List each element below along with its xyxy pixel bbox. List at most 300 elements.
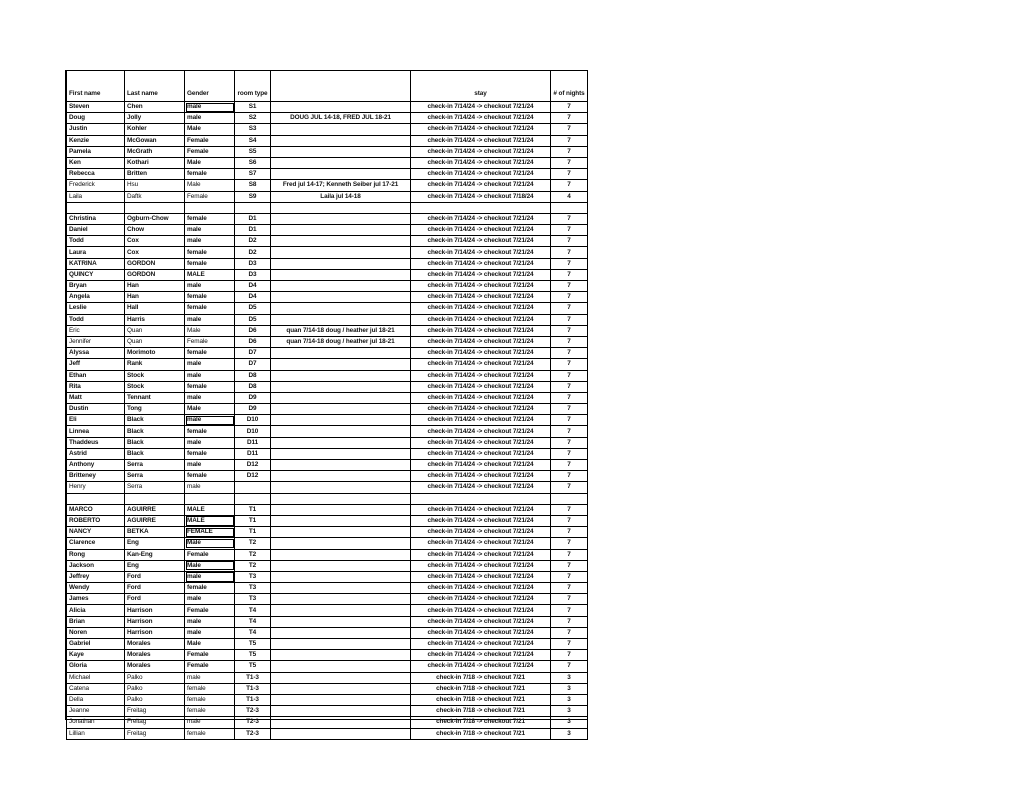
note-cell xyxy=(271,616,411,627)
nights-cell: 7 xyxy=(551,460,588,471)
last-name-cell: Black xyxy=(125,448,185,459)
gender-cell: MALE xyxy=(185,504,235,515)
last-name-cell: Palko xyxy=(125,683,185,694)
note-cell xyxy=(271,538,411,549)
nights-cell: 7 xyxy=(551,348,588,359)
room-type-cell: D10 xyxy=(235,415,271,426)
first-name-cell: Leslie xyxy=(67,303,125,314)
gender-cell: male xyxy=(185,225,235,236)
nights-cell: 3 xyxy=(551,728,588,739)
first-name-cell: Gloria xyxy=(67,661,125,672)
note-cell xyxy=(271,135,411,146)
header-gender: Gender xyxy=(185,71,235,102)
nights-cell: 7 xyxy=(551,303,588,314)
first-name-cell: Angela xyxy=(67,292,125,303)
note-cell xyxy=(271,415,411,426)
nights-cell: 3 xyxy=(551,694,588,705)
last-name-cell: Quan xyxy=(125,336,185,347)
room-type-cell: T2 xyxy=(235,560,271,571)
last-name-cell: Freitag xyxy=(125,717,185,728)
last-name-cell: Black xyxy=(125,437,185,448)
nights-cell: 7 xyxy=(551,169,588,180)
last-name-cell: Han xyxy=(125,281,185,292)
gender-cell: male xyxy=(185,370,235,381)
stay-cell: check-in 7/18 -> checkout 7/21 xyxy=(411,672,551,683)
note-cell xyxy=(271,247,411,258)
table-row xyxy=(67,728,588,739)
header-first-name: First name xyxy=(67,71,125,102)
last-name-cell: Serra xyxy=(125,482,185,493)
gender-cell: female xyxy=(185,292,235,303)
first-name-cell: Jonathan xyxy=(67,717,125,728)
first-name-cell: Pamela xyxy=(67,146,125,157)
stay-cell: check-in 7/14/24 -> checkout 7/21/24 xyxy=(411,392,551,403)
empty-cell xyxy=(235,202,271,213)
room-type-cell: D8 xyxy=(235,381,271,392)
gender-cell: Male xyxy=(185,157,235,168)
room-type-cell: T3 xyxy=(235,583,271,594)
first-name-cell: Jeff xyxy=(67,359,125,370)
stay-cell: check-in 7/14/24 -> checkout 7/21/24 xyxy=(411,594,551,605)
nights-cell: 3 xyxy=(551,672,588,683)
nights-cell: 7 xyxy=(551,650,588,661)
gender-cell: female xyxy=(185,169,235,180)
room-type-cell: D9 xyxy=(235,404,271,415)
table-row xyxy=(67,672,588,683)
gender-cell: Female xyxy=(185,336,235,347)
empty-cell xyxy=(551,493,588,504)
note-cell: DOUG JUL 14-18, FRED JUL 18-21 xyxy=(271,113,411,124)
stay-cell: check-in 7/14/24 -> checkout 7/21/24 xyxy=(411,650,551,661)
room-type-cell: T5 xyxy=(235,639,271,650)
room-type-cell xyxy=(235,482,271,493)
room-type-cell: S1 xyxy=(235,102,271,113)
stay-cell: check-in 7/14/24 -> checkout 7/21/24 xyxy=(411,437,551,448)
stay-cell: check-in 7/14/24 -> checkout 7/21/24 xyxy=(411,605,551,616)
note-cell xyxy=(271,102,411,113)
stay-cell: check-in 7/14/24 -> checkout 7/21/24 xyxy=(411,281,551,292)
note-cell xyxy=(271,146,411,157)
last-name-cell: Morales xyxy=(125,639,185,650)
first-name-cell: Jeanne xyxy=(67,706,125,717)
stay-cell: check-in 7/14/24 -> checkout 7/21/24 xyxy=(411,560,551,571)
table-row xyxy=(67,460,588,471)
room-type-cell: T2 xyxy=(235,538,271,549)
room-type-cell: D10 xyxy=(235,426,271,437)
empty-cell xyxy=(271,202,411,213)
empty-cell xyxy=(67,202,125,213)
gender-cell: Female xyxy=(185,146,235,157)
gender-cell: Female xyxy=(185,661,235,672)
room-type-cell: D5 xyxy=(235,303,271,314)
first-name-cell: Kaye xyxy=(67,650,125,661)
nights-cell: 7 xyxy=(551,415,588,426)
gender-cell: female xyxy=(185,728,235,739)
room-type-cell: T1 xyxy=(235,527,271,538)
room-type-cell: S3 xyxy=(235,124,271,135)
header-last-name: Last name xyxy=(125,71,185,102)
nights-cell: 7 xyxy=(551,448,588,459)
room-type-cell: D12 xyxy=(235,471,271,482)
first-name-cell: Della xyxy=(67,694,125,705)
room-type-cell: D11 xyxy=(235,448,271,459)
note-cell xyxy=(271,359,411,370)
stay-cell: check-in 7/18 -> checkout 7/21 xyxy=(411,683,551,694)
note-cell xyxy=(271,728,411,739)
gender-cell: female xyxy=(185,426,235,437)
first-name-cell: Laila xyxy=(67,191,125,202)
gender-cell: male xyxy=(185,236,235,247)
gender-cell: Male xyxy=(185,404,235,415)
note-cell xyxy=(271,426,411,437)
nights-cell: 3 xyxy=(551,706,588,717)
room-type-cell: S7 xyxy=(235,169,271,180)
blank-separator-row xyxy=(67,202,588,213)
room-type-cell: T4 xyxy=(235,605,271,616)
first-name-cell: Jennifer xyxy=(67,336,125,347)
room-type-cell: D11 xyxy=(235,437,271,448)
table-row xyxy=(67,180,588,191)
header-notes xyxy=(271,71,411,102)
room-type-cell: D4 xyxy=(235,281,271,292)
nights-cell: 7 xyxy=(551,180,588,191)
note-cell: Fred jul 14-17; Kenneth Seiber jul 17-21 xyxy=(271,180,411,191)
stay-cell: check-in 7/14/24 -> checkout 7/21/24 xyxy=(411,583,551,594)
nights-cell: 7 xyxy=(551,560,588,571)
nights-cell: 7 xyxy=(551,538,588,549)
gender-cell: Female xyxy=(185,135,235,146)
empty-cell xyxy=(125,493,185,504)
note-cell xyxy=(271,672,411,683)
stay-cell: check-in 7/14/24 -> checkout 7/21/24 xyxy=(411,381,551,392)
gender-cell: male xyxy=(185,717,235,728)
stay-cell: check-in 7/14/24 -> checkout 7/21/24 xyxy=(411,213,551,224)
room-type-cell: T1 xyxy=(235,515,271,526)
room-type-cell: T2-3 xyxy=(235,706,271,717)
stay-cell: check-in 7/14/24 -> checkout 7/21/24 xyxy=(411,639,551,650)
gender-cell: male xyxy=(185,281,235,292)
table-row xyxy=(67,538,588,549)
gender-cell: female xyxy=(185,247,235,258)
gender-cell: male xyxy=(185,627,235,638)
gender-cell: female xyxy=(185,583,235,594)
first-name-cell: Matt xyxy=(67,392,125,403)
nights-cell: 7 xyxy=(551,258,588,269)
note-cell xyxy=(271,392,411,403)
first-name-cell: Lillian xyxy=(67,728,125,739)
table-row xyxy=(67,169,588,180)
stay-cell: check-in 7/14/24 -> checkout 7/21/24 xyxy=(411,303,551,314)
nights-cell: 7 xyxy=(551,504,588,515)
stay-cell: check-in 7/14/24 -> checkout 7/21/24 xyxy=(411,571,551,582)
note-cell: quan 7/14-18 doug / heather jul 18-21 xyxy=(271,336,411,347)
nights-cell: 7 xyxy=(551,113,588,124)
last-name-cell: Freitag xyxy=(125,728,185,739)
nights-cell: 7 xyxy=(551,225,588,236)
last-name-cell: Kan-Eng xyxy=(125,549,185,560)
nights-cell: 7 xyxy=(551,639,588,650)
gender-cell: female xyxy=(185,683,235,694)
last-name-cell: Ford xyxy=(125,571,185,582)
room-type-cell: T3 xyxy=(235,594,271,605)
note-cell xyxy=(271,437,411,448)
last-name-cell: Kothari xyxy=(125,157,185,168)
room-type-cell: T1-3 xyxy=(235,683,271,694)
nights-cell: 7 xyxy=(551,381,588,392)
note-cell xyxy=(271,504,411,515)
stay-cell: check-in 7/14/24 -> checkout 7/21/24 xyxy=(411,515,551,526)
room-type-cell: D8 xyxy=(235,370,271,381)
empty-cell xyxy=(67,493,125,504)
nights-cell: 7 xyxy=(551,583,588,594)
table-row xyxy=(67,336,588,347)
stay-cell: check-in 7/14/24 -> checkout 7/21/24 xyxy=(411,258,551,269)
room-type-cell: S8 xyxy=(235,180,271,191)
nights-cell: 7 xyxy=(551,527,588,538)
nights-cell: 7 xyxy=(551,616,588,627)
stay-cell: check-in 7/14/24 -> checkout 7/21/24 xyxy=(411,538,551,549)
gender-cell: male xyxy=(185,571,235,582)
stay-cell: check-in 7/14/24 -> checkout 7/21/24 xyxy=(411,314,551,325)
room-type-cell: S5 xyxy=(235,146,271,157)
last-name-cell: McGrath xyxy=(125,146,185,157)
gender-cell: female xyxy=(185,258,235,269)
note-cell xyxy=(271,694,411,705)
stay-cell: check-in 7/18 -> checkout 7/21 xyxy=(411,717,551,728)
table-row xyxy=(67,225,588,236)
gender-cell: male xyxy=(185,392,235,403)
last-name-cell: GORDON xyxy=(125,269,185,280)
stay-cell: check-in 7/14/24 -> checkout 7/21/24 xyxy=(411,661,551,672)
room-type-cell: S2 xyxy=(235,113,271,124)
nights-cell: 7 xyxy=(551,336,588,347)
first-name-cell: Wendy xyxy=(67,583,125,594)
last-name-cell: Stock xyxy=(125,381,185,392)
stay-cell: check-in 7/18 -> checkout 7/21 xyxy=(411,728,551,739)
note-cell xyxy=(271,706,411,717)
empty-cell xyxy=(271,493,411,504)
first-name-cell: Jackson xyxy=(67,560,125,571)
last-name-cell: Black xyxy=(125,426,185,437)
table-row xyxy=(67,504,588,515)
gender-cell: female xyxy=(185,381,235,392)
stay-cell: check-in 7/14/24 -> checkout 7/21/24 xyxy=(411,336,551,347)
gender-cell: male xyxy=(185,672,235,683)
stay-cell: check-in 7/14/24 -> checkout 7/21/24 xyxy=(411,269,551,280)
first-name-cell: Alyssa xyxy=(67,348,125,359)
room-type-cell: D6 xyxy=(235,336,271,347)
note-cell xyxy=(271,314,411,325)
stay-cell: check-in 7/14/24 -> checkout 7/21/24 xyxy=(411,415,551,426)
nights-cell: 7 xyxy=(551,426,588,437)
table-row xyxy=(67,236,588,247)
last-name-cell: Freitag xyxy=(125,706,185,717)
last-name-cell: Kohler xyxy=(125,124,185,135)
nights-cell: 7 xyxy=(551,404,588,415)
first-name-cell: Dustin xyxy=(67,404,125,415)
room-type-cell: S4 xyxy=(235,135,271,146)
last-name-cell: Eng xyxy=(125,560,185,571)
header-nights: # of nights xyxy=(551,71,588,102)
last-name-cell: Serra xyxy=(125,471,185,482)
table-row xyxy=(67,627,588,638)
first-name-cell: KATRINA xyxy=(67,258,125,269)
room-type-cell: D3 xyxy=(235,258,271,269)
table-row xyxy=(67,717,588,728)
stay-cell: check-in 7/14/24 -> checkout 7/21/24 xyxy=(411,627,551,638)
empty-cell xyxy=(411,493,551,504)
last-name-cell: Quan xyxy=(125,325,185,336)
first-name-cell: QUINCY xyxy=(67,269,125,280)
gender-cell: male xyxy=(185,616,235,627)
room-type-cell: D6 xyxy=(235,325,271,336)
note-cell xyxy=(271,571,411,582)
stay-cell: check-in 7/14/24 -> checkout 7/21/24 xyxy=(411,236,551,247)
header-stay: stay xyxy=(411,71,551,102)
nights-cell: 7 xyxy=(551,471,588,482)
stay-cell: check-in 7/14/24 -> checkout 7/21/24 xyxy=(411,113,551,124)
empty-cell xyxy=(235,493,271,504)
table-row xyxy=(67,527,588,538)
table-row xyxy=(67,560,588,571)
table-row xyxy=(67,515,588,526)
room-type-cell: D2 xyxy=(235,247,271,258)
note-cell xyxy=(271,225,411,236)
room-type-cell: T3 xyxy=(235,571,271,582)
table-row xyxy=(67,146,588,157)
note-cell xyxy=(271,303,411,314)
note-cell xyxy=(271,169,411,180)
gender-cell: Male xyxy=(185,538,235,549)
table-row xyxy=(67,381,588,392)
note-cell xyxy=(271,370,411,381)
table-row xyxy=(67,314,588,325)
table-row xyxy=(67,694,588,705)
first-name-cell: Todd xyxy=(67,236,125,247)
table-row xyxy=(67,370,588,381)
last-name-cell: Rank xyxy=(125,359,185,370)
note-cell xyxy=(271,348,411,359)
room-assignment-table xyxy=(66,71,588,740)
stay-cell: check-in 7/18 -> checkout 7/21 xyxy=(411,694,551,705)
gender-cell: male xyxy=(185,482,235,493)
nights-cell: 7 xyxy=(551,247,588,258)
header-row xyxy=(67,71,588,102)
stay-cell: check-in 7/14/24 -> checkout 7/21/24 xyxy=(411,460,551,471)
gender-cell: female xyxy=(185,213,235,224)
gender-cell: Male xyxy=(185,325,235,336)
table-row xyxy=(67,247,588,258)
gender-cell: female xyxy=(185,706,235,717)
table-row xyxy=(67,113,588,124)
last-name-cell: Jolly xyxy=(125,113,185,124)
table-row xyxy=(67,135,588,146)
stay-cell: check-in 7/14/24 -> checkout 7/21/24 xyxy=(411,157,551,168)
last-name-cell: Hall xyxy=(125,303,185,314)
table-row xyxy=(67,415,588,426)
last-name-cell: Tennant xyxy=(125,392,185,403)
stay-cell: check-in 7/14/24 -> checkout 7/18/24 xyxy=(411,191,551,202)
nights-cell: 7 xyxy=(551,437,588,448)
table-row xyxy=(67,549,588,560)
last-name-cell: Harrison xyxy=(125,627,185,638)
first-name-cell: Catena xyxy=(67,683,125,694)
first-name-cell: Christina xyxy=(67,213,125,224)
nights-cell: 7 xyxy=(551,571,588,582)
table-row xyxy=(67,124,588,135)
nights-cell: 7 xyxy=(551,102,588,113)
empty-cell xyxy=(185,202,235,213)
stay-cell: check-in 7/14/24 -> checkout 7/21/24 xyxy=(411,135,551,146)
last-name-cell: GORDON xyxy=(125,258,185,269)
last-name-cell: Ford xyxy=(125,594,185,605)
room-type-cell: T1 xyxy=(235,504,271,515)
empty-cell xyxy=(551,202,588,213)
note-cell: quan 7/14-18 doug / heather jul 18-21 xyxy=(271,325,411,336)
table-row xyxy=(67,448,588,459)
table-row xyxy=(67,292,588,303)
table-row xyxy=(67,258,588,269)
stay-cell: check-in 7/14/24 -> checkout 7/21/24 xyxy=(411,616,551,627)
first-name-cell: Alicia xyxy=(67,605,125,616)
gender-cell: male xyxy=(185,113,235,124)
last-name-cell: Eng xyxy=(125,538,185,549)
gender-cell: female xyxy=(185,471,235,482)
room-type-cell: D12 xyxy=(235,460,271,471)
first-name-cell: Brian xyxy=(67,616,125,627)
first-name-cell: ROBERTO xyxy=(67,515,125,526)
last-name-cell: Serra xyxy=(125,460,185,471)
table-row xyxy=(67,482,588,493)
first-name-cell: Todd xyxy=(67,314,125,325)
nights-cell: 7 xyxy=(551,515,588,526)
gender-cell: male xyxy=(185,415,235,426)
nights-cell: 7 xyxy=(551,292,588,303)
nights-cell: 7 xyxy=(551,605,588,616)
gender-cell: male xyxy=(185,314,235,325)
stay-cell: check-in 7/14/24 -> checkout 7/21/24 xyxy=(411,426,551,437)
stay-cell: check-in 7/14/24 -> checkout 7/21/24 xyxy=(411,146,551,157)
nights-cell: 7 xyxy=(551,269,588,280)
first-name-cell: Kenzie xyxy=(67,135,125,146)
last-name-cell: Han xyxy=(125,292,185,303)
first-name-cell: Steven xyxy=(67,102,125,113)
nights-cell: 7 xyxy=(551,359,588,370)
table-row xyxy=(67,325,588,336)
first-name-cell: Clarence xyxy=(67,538,125,549)
gender-cell: Female xyxy=(185,650,235,661)
room-type-cell: D9 xyxy=(235,392,271,403)
stay-cell: check-in 7/14/24 -> checkout 7/21/24 xyxy=(411,325,551,336)
first-name-cell: Frederick xyxy=(67,180,125,191)
stay-cell: check-in 7/18 -> checkout 7/21 xyxy=(411,706,551,717)
nights-cell: 7 xyxy=(551,314,588,325)
note-cell xyxy=(271,627,411,638)
first-name-cell: Doug xyxy=(67,113,125,124)
nights-cell: 4 xyxy=(551,191,588,202)
last-name-cell: Palko xyxy=(125,672,185,683)
note-cell xyxy=(271,650,411,661)
last-name-cell: AGUIRRE xyxy=(125,515,185,526)
nights-cell: 7 xyxy=(551,135,588,146)
stay-cell: check-in 7/14/24 -> checkout 7/21/24 xyxy=(411,348,551,359)
gender-cell: Female xyxy=(185,191,235,202)
first-name-cell: Rita xyxy=(67,381,125,392)
nights-cell: 7 xyxy=(551,370,588,381)
last-name-cell: Morales xyxy=(125,661,185,672)
note-cell xyxy=(271,460,411,471)
gender-cell: MALE xyxy=(185,515,235,526)
